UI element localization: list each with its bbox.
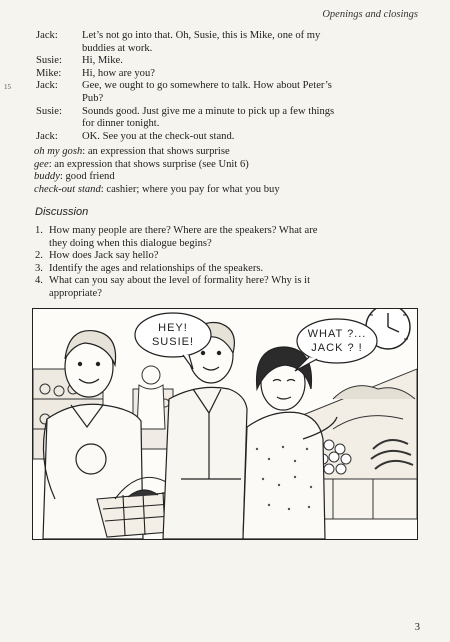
glossary-term: gee xyxy=(34,158,49,170)
bubble-right-line-2: JACK ? ! xyxy=(311,342,363,354)
question-item xyxy=(35,263,335,276)
dialogue-line xyxy=(0,80,450,105)
dialogue-text: Hi, how are you? xyxy=(82,67,155,79)
dialogue-text: Sounds good. Just give me a minute to pick up a few things for dinner tonight. xyxy=(82,105,335,130)
grocery-store-illustration xyxy=(32,308,418,540)
question-item xyxy=(35,225,335,250)
susie-figure xyxy=(243,347,337,539)
dialogue-text: Hi, Mike. xyxy=(82,55,123,67)
dialogue-text: OK. See you at the check-out stand. xyxy=(82,130,235,142)
dialogue-text: Gee, we ought to go somewhere to talk. How about Peter’s Pub? xyxy=(82,80,332,104)
question-number: 3. xyxy=(35,262,43,274)
dialogue-line xyxy=(0,131,450,144)
speaker-name: Jack: xyxy=(36,130,58,142)
glossary-definition: : an expression that shows surprise (see Unit 6) xyxy=(48,158,249,170)
question-text: What can you say about the level of formality here? Why is it appropriate? xyxy=(49,275,311,299)
glossary xyxy=(34,146,414,196)
glossary-entry xyxy=(34,184,414,197)
dialogue-text: Let’s not go into that. Oh, Susie, this is Mike, one of my buddies at work. xyxy=(82,30,321,54)
question-number: 2. xyxy=(35,250,43,262)
bubble-right-line-1: WHAT ?... xyxy=(307,328,367,340)
question-item xyxy=(35,250,335,263)
speaker-name: Jack: xyxy=(36,30,58,41)
question-text: How does Jack say hello? xyxy=(49,250,159,262)
speech-bubble-right xyxy=(295,319,377,371)
line-number: 15 xyxy=(4,83,11,92)
speaker-name: Susie: xyxy=(36,55,62,67)
speaker-name: Jack: xyxy=(36,80,58,92)
question-number: 4. xyxy=(35,275,43,287)
speaker-name: Susie: xyxy=(36,105,62,117)
speaker-name: Mike: xyxy=(36,67,62,79)
page-number: 3 xyxy=(414,622,420,633)
glossary-entry xyxy=(34,159,414,172)
question-text: How many people are there? Where are the speakers? What are they doing when this dialogue begins? xyxy=(49,225,318,249)
glossary-definition: : cashier; where you pay for what you buy xyxy=(100,183,280,195)
question-text: Identify the ages and relationships of the speakers. xyxy=(49,262,264,274)
bubble-left-line-1: HEY! xyxy=(158,322,188,334)
discussion-questions xyxy=(35,225,335,301)
glossary-definition: : an expression that shows surprise xyxy=(82,146,230,157)
glossary-term: buddy xyxy=(34,171,60,183)
dialogue-line xyxy=(0,68,450,81)
glossary-entry xyxy=(34,146,414,159)
dialogue-line xyxy=(0,106,450,131)
background-shopper xyxy=(137,366,165,429)
question-number: 1. xyxy=(35,225,43,236)
glossary-definition: : good friend xyxy=(59,171,115,183)
dialogue-line xyxy=(0,30,450,55)
glossary-term: oh my gosh xyxy=(34,146,83,157)
dialogue-block xyxy=(0,30,450,143)
glossary-term: check-out stand xyxy=(34,183,101,195)
question-item xyxy=(35,275,335,300)
bubble-left-line-2: SUSIE! xyxy=(151,336,195,348)
glossary-entry xyxy=(34,171,414,184)
section-title-discussion: Discussion xyxy=(35,206,89,218)
dialogue-line xyxy=(0,55,450,68)
running-head: Openings and closings xyxy=(322,9,418,20)
